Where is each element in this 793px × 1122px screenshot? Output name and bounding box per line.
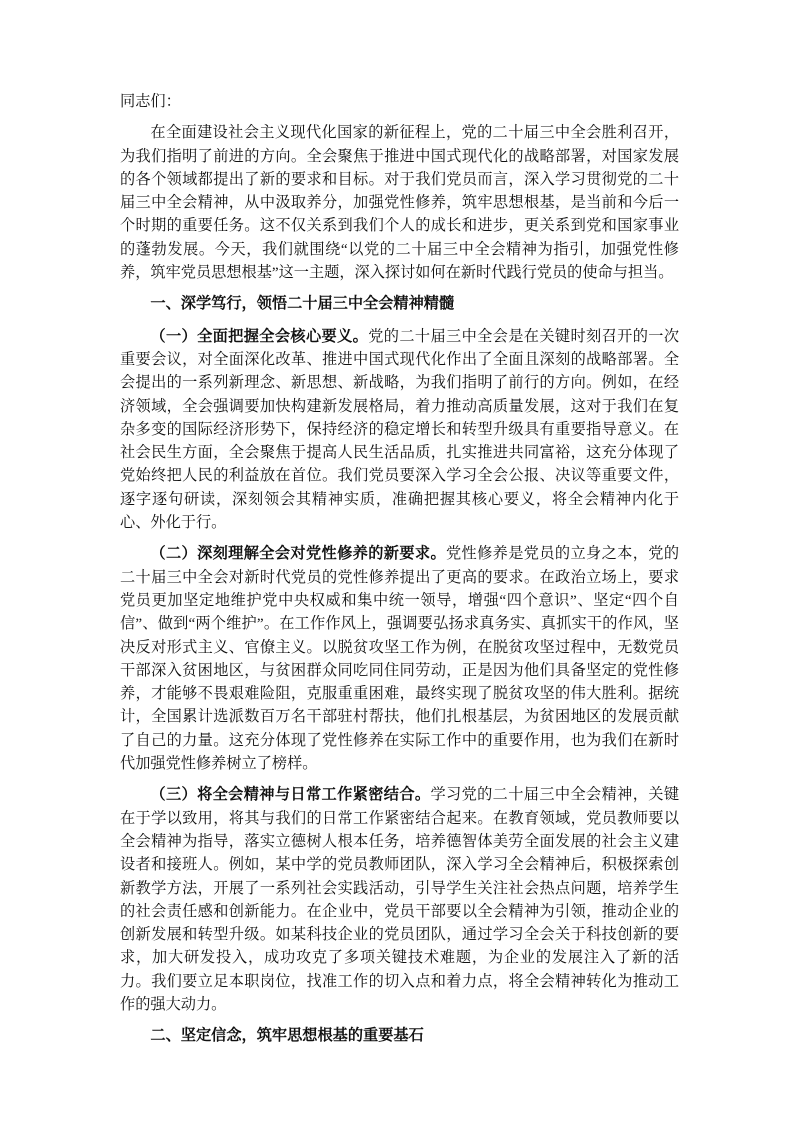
document-page [120, 90, 679, 1057]
subsection-2-paragraph [120, 542, 679, 775]
section-2-heading: 二、坚定信念，筑牢思想根基的重要基石 [150, 1027, 424, 1045]
section-1-heading: 一、深学笃行，领悟二十届三中全会精神精髓 [150, 295, 455, 313]
subsection-3-lead: （三）将全会精神与日常工作紧密结合。 [150, 786, 431, 804]
subsection-2-lead: （二）深刻理解全会对党性修养的新要求。 [150, 545, 446, 563]
subsection-1-paragraph [120, 325, 679, 535]
salutation: 同志们： [120, 93, 181, 110]
subsection-3-paragraph [120, 783, 679, 1016]
subsection-1-lead: （一）全面把握全会核心要义。 [150, 327, 369, 345]
subsection-1-body: 党的二十届三中全会是在关键时刻召开的一次重要会议，对全面深化改革、推进中国式现代化作出了全面且深刻的战略部署。全会提出的一系列新理念、新思想、新战略，为我们指明了前行的方向。例如，在经济领域，全会强调要加快构建新发展格局，着力推动高质量发展，这对于我们在复杂多变的国际经济形势下，保持经济的稳定增长和转型升级具有重要指导意义。在社会民生方面，全会聚焦于提高人民生活品质，扎实推进共同富裕，这充分体现了党始终把人民的利益放在首位。我们党员要深入学习全会公报、决议等重要文件，逐字逐句研读，深刻领会其精神实质，准确把握其核心要义，将全会精神内化于心、外化于行。 [120, 327, 680, 532]
subsection-2-body: 党性修养是党员的立身之本，党的二十届三中全会对新时代党员的党性修养提出了更高的要求。在政治立场上，要求党员更加坚定地维护党中央权威和集中统一领导，增强“四个意识”、坚定“四个自信”、做到“两个维护”。在工作作风上，强调要弘扬求真务实、真抓实干的作风，坚决反对形式主义、官僚主义。以脱贫攻坚工作为例，在脱贫攻坚过程中，无数党员干部深入贫困地区，与贫困群众同吃同住同劳动，正是因为他们具备坚定的党性修养，才能够不畏艰难险阻，克服重重困难，最终实现了脱贫攻坚的伟大胜利。据统计，全国累计选派数百万名干部驻村帮扶，他们扎根基层，为贫困地区的发展贡献了自己的力量。这充分体现了党性修养在实际工作中的重要作用，也为我们在新时代加强党性修养树立了榜样。 [120, 545, 680, 773]
intro-paragraph: 在全面建设社会主义现代化国家的新征程上，党的二十届三中全会胜利召开，为我们指明了前进的方向。全会聚焦于推进中国式现代化的战略部署，对国家发展的各个领域都提出了新的要求和目标。对于我们党员而言，深入学习贯彻党的二十届三中全会精神，从中汲取养分，加强党性修养，筑牢思想根基，是当前和今后一个时期的重要任务。这不仅关系到我们个人的成长和进步，更关系到党和国家事业的蓬勃发展。今天，我们就围绕“以党的二十届三中全会精神为指引，加强党性修养，筑牢党员思想根基”这一主题，深入探讨如何在新时代践行党员的使命与担当。 [120, 124, 679, 282]
subsection-3-body: 学习党的二十届三中全会精神，关键在于学以致用，将其与我们的日常工作紧密结合起来。在教育领域，党员教师要以全会精神为指导，落实立德树人根本任务，培养德智体美劳全面发展的社会主义建设者和接班人。例如，某中学的党员教师团队，深入学习全会精神后，积极探索创新教学方法，开展了一系列社会实践活动，引导学生关注社会热点问题，培养学生的社会责任感和创新能力。在企业中，党员干部要以全会精神为引领，推动企业的创新发展和转型升级。如某科技企业的党员团队，通过学习全会关于科技创新的要求，加大研发投入，成功攻克了多项关键技术难题，为企业的发展注入了新的活力。我们要立足本职岗位，找准工作的切入点和着力点，将全会精神转化为推动工作的强大动力。 [120, 786, 680, 1013]
